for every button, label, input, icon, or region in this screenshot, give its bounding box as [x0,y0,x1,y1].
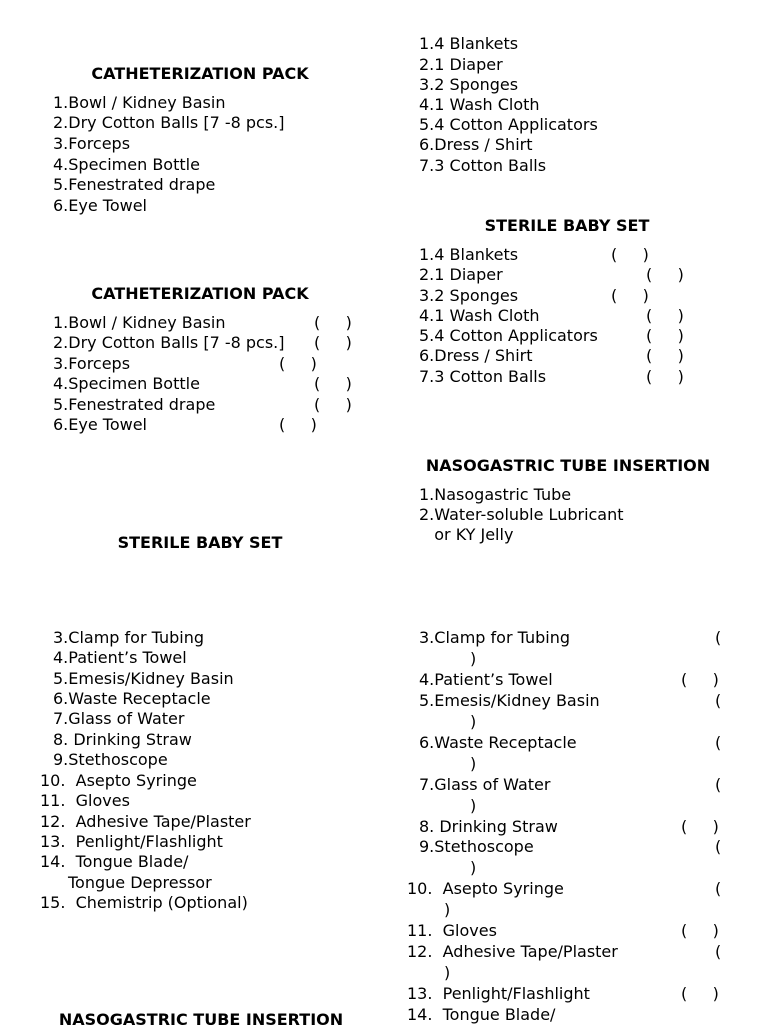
list-item: 6.Waste Receptacle [53,689,211,708]
list-item: 6.Eye Towel [53,415,147,434]
check-mark: ( ) [646,367,684,386]
catheterization-title: CATHETERIZATION PACK [91,64,309,83]
list-item: 4.Specimen Bottle [53,155,200,174]
list-item: 4.Patient’s Towel [53,648,187,667]
list-item: 12. Adhesive Tape/Plaster [40,812,251,831]
check-mark: ( ) [646,265,684,284]
list-item: or KY Jelly [419,525,514,544]
check-mark: ( ) [314,374,352,393]
list-item: 5.Fenestrated drape [53,395,216,414]
list-item: 12. Adhesive Tape/Plaster [407,942,618,961]
list-item: 5.Emesis/Kidney Basin [419,691,600,710]
list-item: 1.Bowl / Kidney Basin [53,93,226,112]
list-item: 2.1 Diaper [419,55,503,74]
list-item: 4.1 Wash Cloth [419,306,540,325]
check-mark: ) [444,900,451,919]
list-item: 8. Drinking Straw [53,730,192,749]
list-item: 3.Forceps [53,134,131,153]
list-item: 3.2 Sponges [419,286,519,305]
check-mark: ) [470,649,477,668]
list-item: 13. Penlight/Flashlight [407,984,590,1003]
list-item: 9.Stethoscope [53,750,168,769]
list-item: 9.Stethoscope [419,837,534,856]
list-item: 6.Waste Receptacle [419,733,577,752]
list-item: 2.Dry Cotton Balls [7 -8 pcs.] [53,113,285,132]
check-mark: ( ) [681,984,719,1003]
list-item: 5.4 Cotton Applicators [419,326,598,345]
check-mark: ( ) [611,286,649,305]
check-mark: ( ) [681,817,719,836]
check-mark: ( ) [279,415,317,434]
check-mark: ) [470,796,477,815]
list-item: 6.Eye Towel [53,196,147,215]
check-mark: ( ) [646,326,684,345]
check-mark: ) [470,712,477,731]
check-mark: ( [715,691,722,710]
check-mark: ( ) [611,245,649,264]
list-item: 2.Dry Cotton Balls [7 -8 pcs.] [53,333,285,352]
nasogastric-title: NASOGASTRIC TUBE INSERTION [425,456,711,475]
list-item: 11. Gloves [407,921,497,940]
list-item: 10. Asepto Syringe [407,879,564,898]
nasogastric-title-2: NASOGASTRIC TUBE INSERTION [58,1010,344,1029]
list-item: Tongue Depressor [68,873,212,892]
list-item: 4.Specimen Bottle [53,374,200,393]
check-mark: ( ) [314,333,352,352]
check-mark: ( [715,837,722,856]
list-item: 6.Dress / Shirt [419,135,533,154]
check-mark: ) [470,754,477,773]
list-item: 1.Bowl / Kidney Basin [53,313,226,332]
list-item: 7.3 Cotton Balls [419,156,547,175]
list-item: 3.2 Sponges [419,75,519,94]
list-item: 14. Tongue Blade/ [40,852,189,871]
list-item: 7.Glass of Water [419,775,551,794]
check-mark: ) [470,858,477,877]
check-mark: ( ) [314,395,352,414]
list-item: 3.Clamp for Tubing [419,628,570,647]
check-mark: ( [715,942,722,961]
list-item: 13. Penlight/Flashlight [40,832,223,851]
list-item: 7.Glass of Water [53,709,185,728]
list-item: 1.4 Blankets [419,34,519,53]
list-item: 4.1 Wash Cloth [419,95,540,114]
list-item: 10. Asepto Syringe [40,771,197,790]
check-mark: ( [715,879,722,898]
catheterization-checklist-title: CATHETERIZATION PACK [91,284,309,303]
check-mark: ( [715,628,722,647]
list-item: 4.Patient’s Towel [419,670,553,689]
list-item: 1.4 Blankets [419,245,519,264]
list-item: 3.Clamp for Tubing [53,628,204,647]
list-item: 5.Emesis/Kidney Basin [53,669,234,688]
list-item: 3.Forceps [53,354,131,373]
check-mark: ( ) [279,354,317,373]
check-mark: ( ) [681,921,719,940]
list-item: 15. Chemistrip (Optional) [40,893,248,912]
list-item: 1.Nasogastric Tube [419,485,572,504]
list-item: 8. Drinking Straw [419,817,558,836]
list-item: 2.1 Diaper [419,265,503,284]
check-mark: ( [715,775,722,794]
check-mark: ) [444,963,451,982]
check-mark: ( ) [681,670,719,689]
check-mark: ( ) [646,306,684,325]
list-item: 5.Fenestrated drape [53,175,216,194]
baby-set-title: STERILE BABY SET [484,216,650,235]
check-mark: ( ) [646,346,684,365]
list-item: 2.Water-soluble Lubricant [419,505,624,524]
check-mark: ( ) [314,313,352,332]
list-item: 7.3 Cotton Balls [419,367,547,386]
list-item: 6.Dress / Shirt [419,346,533,365]
check-mark: ( [715,733,722,752]
list-item: 5.4 Cotton Applicators [419,115,598,134]
list-item: 14. Tongue Blade/ [407,1005,556,1024]
baby-set-title-2: STERILE BABY SET [117,533,283,552]
list-item: 11. Gloves [40,791,130,810]
